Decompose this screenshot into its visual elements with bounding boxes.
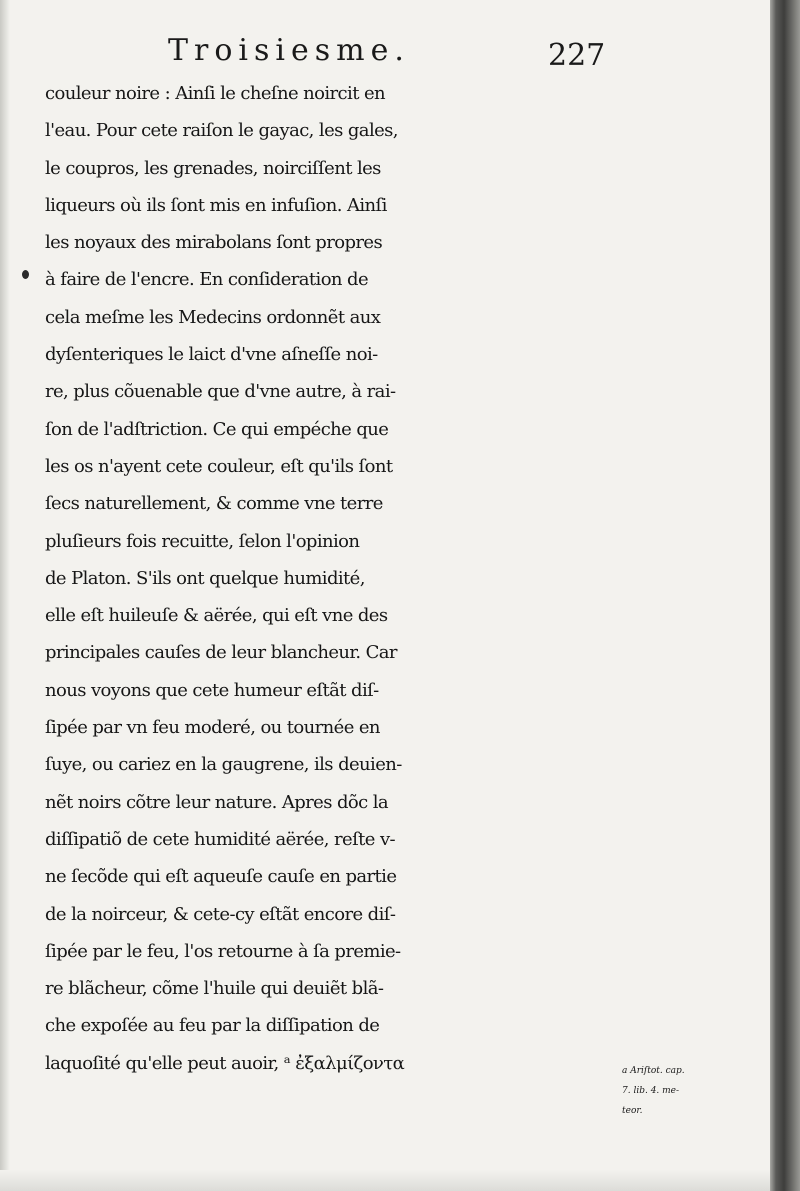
text-line: nẽt noirs cõtre leur nature. Apres dõc la (45, 791, 389, 813)
text-line: diſſipatiõ de cete humidité aërée, reſte v- (45, 828, 396, 850)
marginal-note-line: a Ariſtot. cap. (622, 1066, 685, 1076)
page-bottom-shadow (0, 1170, 770, 1191)
text-line: de Platon. S'ils ont quelque humidité, (45, 567, 365, 589)
text-line: principales cauſes de leur blancheur. Car (45, 642, 397, 664)
text-line: l'eau. Pour cete raiſon le gayac, les gales, (45, 120, 398, 142)
text-line: ſipée par vn feu moderé, ou tournée en (45, 717, 380, 739)
text-line: laquoſité qu'elle peut auoir, ᵃ ἐξαλμίζοντα (45, 1052, 405, 1074)
page-number: 227 (548, 38, 606, 73)
marginal-note (622, 1061, 770, 1121)
text-line: les os n'ayent cete couleur, eſt qu'ils ſont (45, 455, 393, 477)
running-head: Troisiesme. (168, 33, 410, 68)
text-line: ſuye, ou cariez en la gaugrene, ils deuien- (45, 754, 402, 776)
text-line: les noyaux des mirabolans ſont propres (45, 232, 383, 254)
text-line: re, plus cõuenable que d'vne autre, à rai- (45, 381, 396, 403)
body-text (45, 75, 625, 1082)
marginal-note-line: teor. (622, 1106, 643, 1116)
ink-spot (22, 270, 29, 279)
marginal-note-line: 7. lib. 4. me- (622, 1086, 680, 1096)
text-line: nous voyons que cete humeur eſtãt diſ- (45, 679, 379, 701)
text-line: ſecs naturellement, & comme vne terre (45, 493, 383, 515)
text-line: ſipée par le feu, l'os retourne à ſa premie- (45, 940, 401, 962)
text-line: ne ſecõde qui eſt aqueuſe cauſe en partie (45, 866, 397, 888)
book-spine-edge (770, 0, 800, 1191)
text-line: de la noirceur, & cete-cy eſtãt encore diſ- (45, 903, 396, 925)
text-line: liqueurs où ils ſont mis en infuſion. Ainſi (45, 194, 387, 216)
text-line: che expoſée au feu par la diſſipation de (45, 1015, 380, 1037)
text-line: cela meſme les Medecins ordonnẽt aux (45, 306, 381, 328)
text-line: elle eſt huileuſe & aërée, qui eſt vne des (45, 605, 388, 627)
page-gutter-shadow (0, 0, 10, 1191)
text-line: re blãcheur, cõme l'huile qui deuiẽt blã- (45, 978, 384, 1000)
text-line: ſon de l'adſtriction. Ce qui empéche que (45, 418, 389, 440)
text-line: le coupros, les grenades, noirciſſent les (45, 157, 381, 179)
text-line: pluſieurs fois recuitte, ſelon l'opinion (45, 530, 360, 552)
text-line: dyſenteriques le laict d'vne aſneſſe noi- (45, 344, 378, 366)
text-line: à faire de l'encre. En conſideration de (45, 269, 369, 291)
text-line: couleur noire : Ainſi le cheſne noircit en (45, 83, 385, 104)
